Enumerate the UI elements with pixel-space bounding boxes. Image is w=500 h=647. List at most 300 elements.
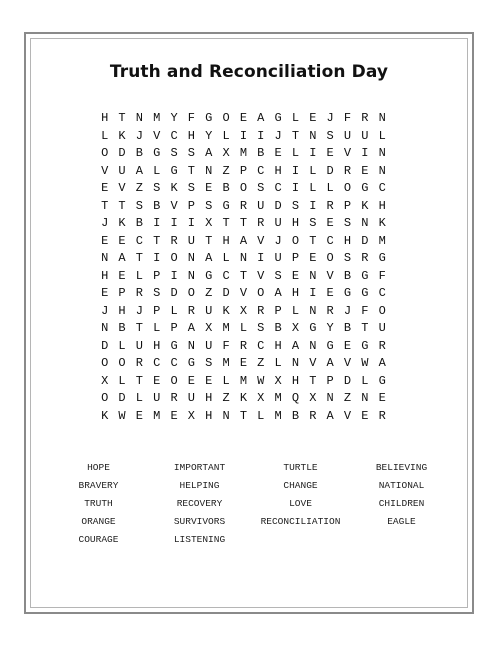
grid-letter: S bbox=[187, 181, 195, 195]
grid-letter: E bbox=[326, 216, 334, 230]
grid-letter: K bbox=[101, 408, 109, 423]
grid-letter: C bbox=[153, 356, 161, 370]
grid-letter: O bbox=[222, 111, 230, 125]
grid-letter: N bbox=[378, 146, 386, 160]
grid-letter: N bbox=[187, 268, 195, 283]
word-list-item: EAGLE bbox=[387, 516, 416, 527]
grid-letter: L bbox=[274, 356, 282, 370]
grid-letter: V bbox=[257, 233, 265, 248]
word-list-item: LISTENING bbox=[173, 534, 226, 545]
grid-letter: N bbox=[309, 128, 317, 143]
grid-letter: K bbox=[118, 216, 126, 230]
grid-letter: L bbox=[222, 128, 230, 143]
grid-letter: I bbox=[309, 198, 317, 213]
grid-letter: C bbox=[378, 181, 386, 195]
grid-letter: V bbox=[118, 181, 126, 195]
word-list-item: BRAVERY bbox=[78, 480, 119, 491]
grid-letter: J bbox=[326, 111, 334, 125]
word-list-item: CHANGE bbox=[283, 480, 318, 491]
grid-letter: N bbox=[309, 303, 317, 318]
grid-letter: R bbox=[361, 251, 369, 265]
grid-letter: L bbox=[291, 146, 300, 160]
grid-letter: X bbox=[291, 321, 300, 335]
grid-letter: I bbox=[309, 286, 317, 300]
grid-letter: M bbox=[239, 373, 248, 388]
grid-letter: J bbox=[274, 128, 282, 143]
grid-letter: O bbox=[239, 181, 248, 195]
grid-letter: H bbox=[291, 286, 300, 300]
grid-letter: L bbox=[222, 373, 230, 388]
grid-letter: H bbox=[153, 338, 161, 353]
grid-letter: X bbox=[205, 216, 213, 230]
grid-letter: R bbox=[257, 303, 265, 318]
grid-letter: L bbox=[326, 181, 334, 195]
grid-letter: E bbox=[101, 181, 109, 195]
grid-letter: E bbox=[239, 356, 248, 370]
grid-letter: S bbox=[205, 356, 213, 370]
grid-letter: A bbox=[326, 356, 334, 370]
grid-letter: C bbox=[170, 128, 178, 143]
grid-letter: T bbox=[361, 321, 369, 335]
grid-letter: K bbox=[222, 303, 230, 318]
grid-letter: H bbox=[118, 303, 126, 318]
grid-letter: J bbox=[135, 303, 143, 318]
grid-letter: U bbox=[205, 303, 213, 318]
grid-letter: G bbox=[378, 373, 386, 388]
grid-letter: E bbox=[101, 233, 109, 248]
grid-letter: L bbox=[101, 128, 109, 143]
grid-letter: S bbox=[343, 216, 352, 230]
grid-letter: N bbox=[101, 251, 109, 265]
word-list-item: CHILDREN bbox=[378, 498, 425, 509]
grid-letter: Z bbox=[257, 356, 265, 370]
grid-letter: B bbox=[118, 321, 126, 335]
word-list-item: LOVE bbox=[289, 498, 312, 509]
grid-letter: E bbox=[170, 408, 178, 423]
grid-letter: D bbox=[170, 286, 178, 300]
grid-letter: P bbox=[187, 198, 195, 213]
grid-letter: S bbox=[205, 198, 213, 213]
grid-letter: S bbox=[153, 286, 161, 300]
grid-letter: O bbox=[118, 356, 126, 370]
grid-letter: V bbox=[239, 286, 248, 300]
word-list-item: RECOVERY bbox=[176, 498, 223, 509]
grid-letter: T bbox=[135, 251, 143, 265]
grid-letter: Y bbox=[170, 111, 178, 125]
grid-letter: O bbox=[170, 251, 178, 265]
grid-letter: L bbox=[378, 128, 386, 143]
grid-letter: L bbox=[153, 321, 161, 335]
grid-letter: V bbox=[343, 146, 352, 160]
grid-letter: O bbox=[101, 146, 109, 160]
grid-letter: R bbox=[378, 408, 386, 423]
grid-letter: Y bbox=[326, 321, 334, 335]
grid-letter: I bbox=[291, 163, 300, 178]
grid-letter: C bbox=[257, 163, 265, 178]
grid-letter: Y bbox=[205, 128, 213, 143]
grid-letter: E bbox=[343, 338, 352, 353]
grid-letter: U bbox=[378, 321, 386, 335]
grid-letter: T bbox=[309, 233, 317, 248]
grid-letter: E bbox=[135, 408, 143, 423]
grid-letter: G bbox=[205, 111, 213, 125]
grid-letter: N bbox=[291, 356, 300, 370]
grid-letter: A bbox=[135, 163, 143, 178]
grid-letter: R bbox=[361, 111, 369, 125]
grid-letter: G bbox=[309, 321, 317, 335]
grid-letter: K bbox=[239, 391, 248, 405]
grid-letter: T bbox=[135, 373, 143, 388]
grid-letter: L bbox=[361, 373, 369, 388]
grid-letter: G bbox=[361, 181, 369, 195]
grid-letter: M bbox=[378, 233, 386, 248]
grid-letter: U bbox=[343, 128, 352, 143]
grid-letter: O bbox=[170, 373, 178, 388]
grid-letter: I bbox=[170, 268, 178, 283]
grid-letter: P bbox=[291, 251, 300, 265]
grid-letter: B bbox=[291, 408, 300, 423]
grid-letter: H bbox=[101, 111, 109, 125]
grid-letter: E bbox=[205, 373, 213, 388]
grid-letter: G bbox=[361, 338, 369, 353]
grid-letter: G bbox=[170, 163, 178, 178]
grid-letter: H bbox=[378, 198, 386, 213]
grid-letter: V bbox=[343, 356, 352, 370]
grid-letter: O bbox=[343, 181, 352, 195]
grid-letter: E bbox=[153, 373, 161, 388]
grid-letter: R bbox=[343, 163, 352, 178]
grid-letter: H bbox=[291, 216, 300, 230]
grid-letter: N bbox=[187, 251, 195, 265]
grid-letter: Z bbox=[205, 286, 213, 300]
grid-letter: C bbox=[135, 233, 143, 248]
grid-letter: V bbox=[170, 198, 178, 213]
grid-letter: T bbox=[101, 198, 109, 213]
grid-letter: A bbox=[274, 286, 282, 300]
grid-letter: P bbox=[118, 286, 126, 300]
grid-letter: H bbox=[205, 408, 213, 423]
grid-letter: S bbox=[153, 181, 161, 195]
grid-letter: P bbox=[343, 198, 352, 213]
grid-letter: N bbox=[326, 391, 334, 405]
grid-letter: U bbox=[257, 198, 265, 213]
grid-letter: E bbox=[326, 286, 334, 300]
grid-letter: A bbox=[205, 251, 213, 265]
grid-letter: G bbox=[170, 338, 178, 353]
grid-letter: D bbox=[361, 233, 369, 248]
grid-letter: U bbox=[205, 338, 213, 353]
grid-letter: O bbox=[378, 303, 386, 318]
grid-letter: B bbox=[343, 321, 352, 335]
grid-letter: T bbox=[205, 233, 213, 248]
grid-letter: H bbox=[101, 268, 109, 283]
grid-letter: H bbox=[187, 128, 195, 143]
grid-letter: E bbox=[309, 111, 317, 125]
word-list-item: TRUTH bbox=[84, 498, 113, 509]
grid-letter: Q bbox=[291, 391, 300, 405]
grid-letter: U bbox=[274, 216, 282, 230]
grid-letter: R bbox=[239, 338, 248, 353]
grid-letter: W bbox=[118, 408, 126, 423]
grid-letter: R bbox=[135, 356, 143, 370]
grid-letter: M bbox=[153, 111, 161, 125]
grid-letter: I bbox=[187, 216, 195, 230]
grid-letter: H bbox=[343, 233, 352, 248]
grid-letter: G bbox=[222, 198, 230, 213]
grid-letter: I bbox=[361, 146, 369, 160]
grid-letter: M bbox=[274, 408, 282, 423]
grid-letter: I bbox=[257, 251, 265, 265]
grid-letter: R bbox=[326, 198, 334, 213]
grid-letter: L bbox=[257, 408, 265, 423]
grid-letter: V bbox=[343, 408, 352, 423]
grid-letter: R bbox=[135, 286, 143, 300]
word-list bbox=[48, 459, 452, 549]
grid-letter: N bbox=[187, 338, 195, 353]
grid-letter: B bbox=[135, 146, 143, 160]
grid-letter: E bbox=[309, 251, 317, 265]
grid-letter: M bbox=[222, 321, 230, 335]
grid-letter: L bbox=[135, 391, 143, 405]
grid-letter: T bbox=[153, 233, 161, 248]
word-list-item: IMPORTANT bbox=[173, 462, 226, 473]
grid-letter: P bbox=[274, 303, 282, 318]
grid-letter: R bbox=[326, 303, 334, 318]
grid-letter: M bbox=[222, 356, 230, 370]
grid-letter: S bbox=[187, 146, 195, 160]
grid-letter: F bbox=[378, 268, 386, 283]
grid-letter: V bbox=[326, 268, 334, 283]
grid-letter: U bbox=[274, 251, 282, 265]
grid-letter: J bbox=[101, 303, 109, 318]
grid-letter: P bbox=[170, 321, 178, 335]
grid-letter: D bbox=[326, 163, 334, 178]
word-list-item: COURAGE bbox=[78, 534, 119, 545]
grid-letter: D bbox=[274, 198, 282, 213]
grid-letter: T bbox=[135, 321, 143, 335]
grid-letter: P bbox=[153, 303, 161, 318]
grid-letter: G bbox=[153, 146, 161, 160]
grid-letter: C bbox=[326, 233, 334, 248]
grid-letter: I bbox=[153, 216, 161, 230]
grid-letter: O bbox=[187, 286, 195, 300]
grid-letter: C bbox=[222, 268, 230, 283]
grid-letter: S bbox=[135, 198, 143, 213]
grid-letter: W bbox=[257, 373, 265, 388]
grid-letter: M bbox=[274, 391, 282, 405]
grid-letter: E bbox=[205, 181, 213, 195]
grid-letter: N bbox=[239, 251, 248, 265]
grid-letter: G bbox=[187, 356, 195, 370]
grid-letter: V bbox=[101, 163, 109, 178]
grid-letter: T bbox=[239, 408, 248, 423]
grid-letter: R bbox=[170, 391, 178, 405]
grid-letter: L bbox=[291, 111, 300, 125]
grid-letter: E bbox=[187, 373, 195, 388]
grid-letter: E bbox=[361, 163, 369, 178]
grid-letter: R bbox=[187, 303, 195, 318]
grid-letter: U bbox=[361, 128, 369, 143]
grid-letter: S bbox=[257, 321, 265, 335]
grid-letter: S bbox=[170, 146, 178, 160]
grid-letter: T bbox=[239, 268, 248, 283]
grid-letter: U bbox=[153, 391, 161, 405]
grid-letter: S bbox=[326, 128, 334, 143]
grid-letter: T bbox=[118, 198, 126, 213]
grid-letter: S bbox=[274, 268, 282, 283]
grid-letter: X bbox=[187, 408, 195, 423]
grid-letter: R bbox=[378, 338, 386, 353]
grid-letter: G bbox=[326, 338, 334, 353]
grid-letter: F bbox=[222, 338, 230, 353]
grid-letter: S bbox=[291, 198, 300, 213]
grid-letter: P bbox=[326, 373, 334, 388]
grid-letter: L bbox=[153, 163, 161, 178]
grid-letter: O bbox=[326, 251, 334, 265]
word-list-item: HOPE bbox=[87, 462, 110, 473]
grid-letter: P bbox=[153, 268, 161, 283]
grid-letter: V bbox=[309, 356, 317, 370]
grid-letter: C bbox=[257, 338, 265, 353]
grid-letter: L bbox=[239, 321, 248, 335]
grid-letter: I bbox=[291, 181, 300, 195]
grid-letter: F bbox=[187, 111, 195, 125]
grid-letter: N bbox=[309, 338, 317, 353]
grid-letter: L bbox=[118, 338, 126, 353]
grid-letter: A bbox=[378, 356, 386, 370]
grid-letter: I bbox=[239, 128, 248, 143]
grid-letter: O bbox=[101, 356, 109, 370]
grid-letter: D bbox=[101, 338, 109, 353]
grid-letter: N bbox=[361, 216, 369, 230]
grid-letter: O bbox=[101, 391, 109, 405]
grid-letter: X bbox=[257, 391, 265, 405]
grid-letter: I bbox=[309, 146, 317, 160]
grid-letter: X bbox=[205, 321, 213, 335]
grid-letter: L bbox=[309, 163, 317, 178]
grid-letter: X bbox=[101, 373, 109, 388]
word-list-item: TURTLE bbox=[283, 462, 318, 473]
grid-letter: E bbox=[101, 286, 109, 300]
grid-letter: B bbox=[153, 198, 161, 213]
grid-letter: E bbox=[291, 268, 300, 283]
grid-letter: R bbox=[170, 233, 178, 248]
grid-letter: T bbox=[291, 128, 300, 143]
grid-letter: U bbox=[187, 233, 195, 248]
grid-letter: D bbox=[118, 391, 126, 405]
grid-letter: E bbox=[118, 233, 126, 248]
grid-letter: R bbox=[257, 216, 265, 230]
grid-letter: H bbox=[274, 163, 282, 178]
grid-letter: Z bbox=[222, 163, 230, 178]
grid-letter: M bbox=[239, 146, 248, 160]
grid-letter: H bbox=[291, 373, 300, 388]
word-list-item: SURVIVORS bbox=[173, 516, 226, 527]
grid-letter: A bbox=[257, 111, 265, 125]
grid-letter: C bbox=[378, 286, 386, 300]
letter-grid bbox=[96, 110, 391, 425]
grid-letter: A bbox=[187, 321, 195, 335]
grid-letter: U bbox=[187, 391, 195, 405]
grid-letter: R bbox=[239, 198, 248, 213]
grid-letter: D bbox=[222, 286, 230, 300]
grid-letter: J bbox=[135, 128, 143, 143]
grid-letter: T bbox=[187, 163, 195, 178]
grid-letter: B bbox=[135, 216, 143, 230]
word-list-item: ORANGE bbox=[81, 516, 116, 527]
grid-letter: W bbox=[361, 356, 369, 370]
grid-letter: Z bbox=[343, 391, 352, 405]
grid-letter: P bbox=[239, 163, 248, 178]
grid-letter: A bbox=[326, 408, 334, 423]
grid-letter: F bbox=[361, 303, 369, 318]
grid-letter: K bbox=[361, 198, 369, 213]
grid-letter: L bbox=[222, 251, 230, 265]
grid-letter: R bbox=[309, 408, 317, 423]
grid-letter: G bbox=[205, 268, 213, 283]
grid-letter: B bbox=[222, 181, 230, 195]
grid-letter: H bbox=[205, 391, 213, 405]
grid-letter: A bbox=[239, 233, 248, 248]
grid-letter: G bbox=[274, 111, 282, 125]
grid-letter: M bbox=[153, 408, 161, 423]
grid-letter: N bbox=[222, 408, 230, 423]
grid-letter: L bbox=[309, 181, 317, 195]
word-list-item: RECONCILIATION bbox=[260, 516, 341, 527]
grid-letter: E bbox=[361, 408, 369, 423]
grid-letter: K bbox=[118, 128, 126, 143]
grid-letter: N bbox=[361, 391, 369, 405]
grid-letter: K bbox=[378, 216, 386, 230]
grid-letter: A bbox=[291, 338, 300, 353]
grid-letter: S bbox=[309, 216, 317, 230]
grid-letter: I bbox=[257, 128, 265, 143]
grid-letter: D bbox=[118, 146, 126, 160]
grid-letter: V bbox=[257, 268, 265, 283]
grid-letter: S bbox=[257, 181, 265, 195]
grid-letter: U bbox=[135, 338, 143, 353]
grid-letter: T bbox=[309, 373, 317, 388]
grid-letter: O bbox=[291, 233, 300, 248]
grid-letter: J bbox=[274, 233, 282, 248]
grid-letter: I bbox=[153, 251, 161, 265]
grid-letter: A bbox=[205, 146, 213, 160]
puzzle-title: Truth and Reconciliation Day bbox=[109, 62, 389, 82]
grid-letter: J bbox=[343, 303, 352, 318]
word-list-item: HELPING bbox=[179, 480, 220, 491]
grid-letter: H bbox=[274, 338, 282, 353]
grid-letter: N bbox=[378, 111, 386, 125]
grid-letter: O bbox=[257, 286, 265, 300]
grid-letter: U bbox=[118, 163, 126, 178]
grid-letter: X bbox=[222, 146, 230, 160]
grid-letter: N bbox=[135, 111, 143, 125]
grid-letter: N bbox=[101, 321, 109, 335]
grid-letter: X bbox=[274, 373, 282, 388]
grid-letter: T bbox=[222, 216, 230, 230]
grid-letter: K bbox=[170, 181, 178, 195]
grid-letter: G bbox=[361, 268, 369, 283]
grid-letter: G bbox=[378, 251, 386, 265]
grid-letter: X bbox=[239, 303, 248, 318]
grid-letter: B bbox=[274, 321, 282, 335]
grid-letter: F bbox=[343, 111, 352, 125]
word-list-item: BELIEVING bbox=[375, 462, 428, 473]
grid-letter: Z bbox=[222, 391, 230, 405]
grid-letter: E bbox=[274, 146, 282, 160]
grid-letter: I bbox=[170, 216, 178, 230]
grid-letter: E bbox=[239, 111, 248, 125]
